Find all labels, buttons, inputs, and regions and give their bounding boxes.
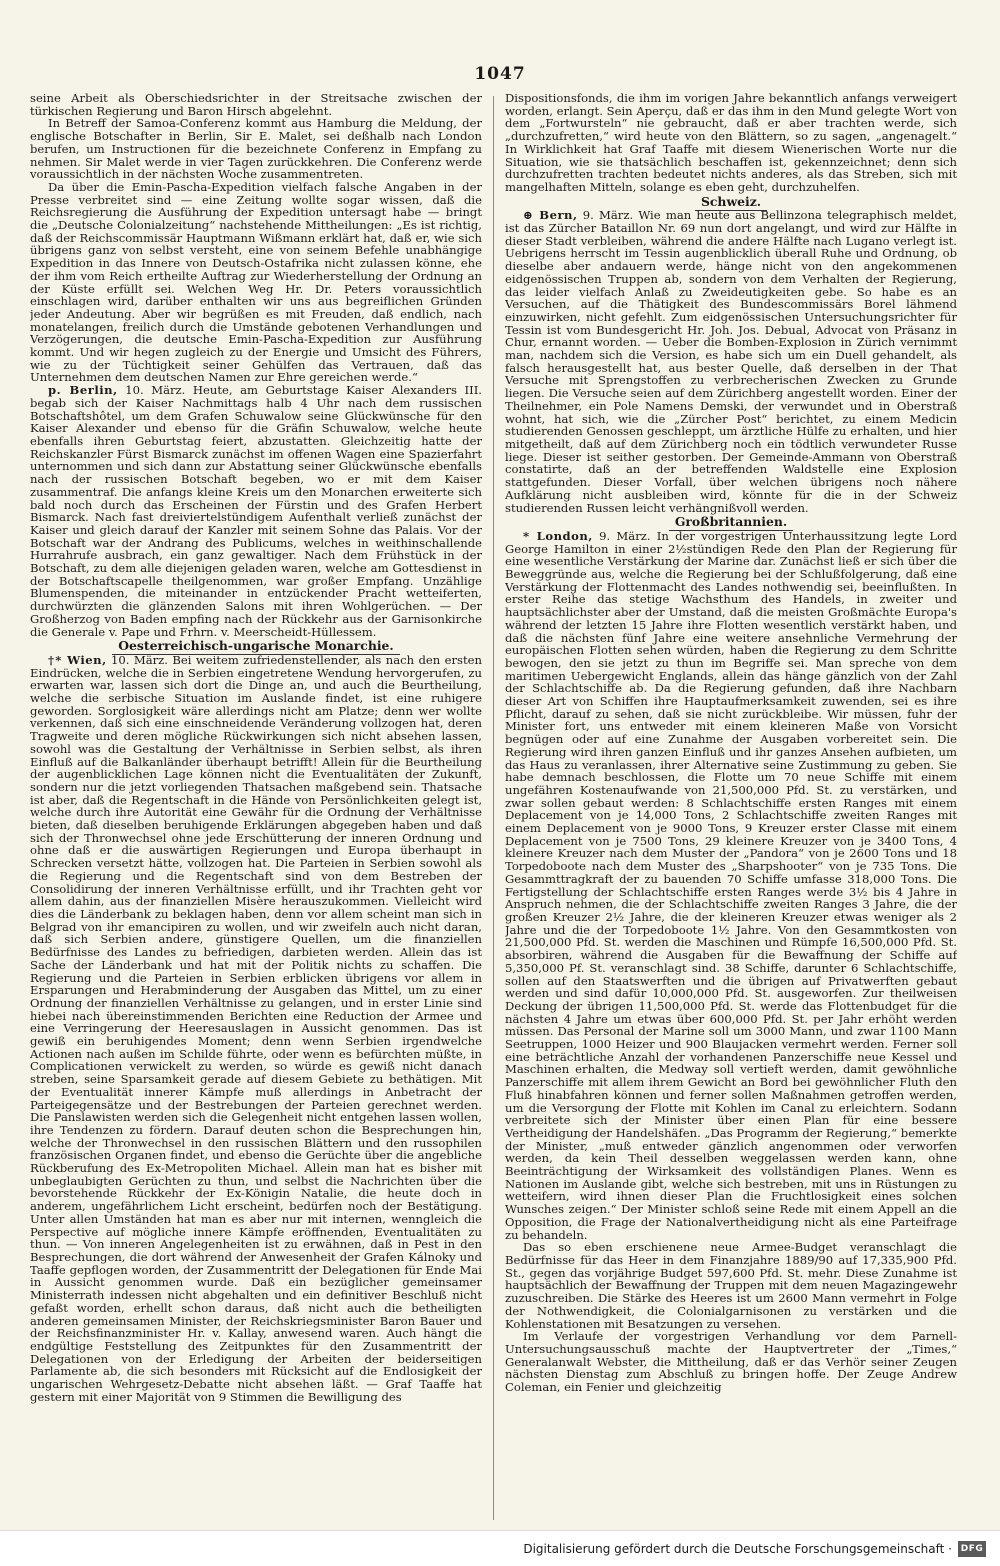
paragraph-text: 9. März. Wie man heute aus Bellinzona telegraphisch meldet, ist das Zürcher Bataillon Nr. 69 nun dort angelangt, und wird zur Hälfte in dieser Stadt verbleiben, während die andere Hälfte nach Lugano verlegt ist. Uebrigens herrscht im Tessin augenblicklich überall Ruhe und Ordnung, ob dieselbe aber andauern werde, hänge nicht von den angekommenen eidgenössischen Truppen ab, sondern von dem Verhalten der Regierung, das leider vielfach Anlaß zu Zweideutigkeiten gebe. So habe es an Versuchen, auf die Thätigkeit des Bundescommissärs Borel lähmend einzuwirken, nicht gefehlt. Zum eidgenössischen Untersuchungsrichter für Tessin ist vom Bundesgericht Hr. Joh. Jos. Debual, Advocat von Präsanz in Chur, ernannt worden. — Ueber die Bomben-Explosion in Zürich vernimmt man, nachdem sich die Version, es habe sich um ein Duell gehandelt, als falsch herausgestellt hat, aus bester Quelle, daß derselben in der That Versuche mit Sprengstoffen zu verbrecherischen Zwecken zu Grunde liegen. Die Versuche seien auf dem Zürichberg angestellt worden. Einer der Theilnehmer, ein Pole Namens Demski, der verwundet und in Oberstraß wohnt, hat sich, wie die „Zürcher Post“ berichtet, zu einem Medicin studierenden Genossen geschleppt, um ärztliche Hülfe zu erhalten, und hier mitgetheilt, daß auf dem Zürichberg noch ein tödtlich verwundeter Russe liege. Dieser ist seither gestorben. Der Gemeinde-Ammann von Oberstraß constatirte, daß an der betreffenden Waldstelle eine Explosion stattgefunden. Dieser Vorfall, über welchen übrigens noch nähere Aufklärung nicht ausbleiben wird, könnte für die in der Schweiz studierenden Russen leicht verhängnißvoll werden. xyxy=(505,208,957,515)
section-heading-text: Großbritannien. xyxy=(669,514,793,531)
paragraph-text: 9. März. In der vorgestrigen Unterhaussitzung legte Lord George Hamilton in einer 2½stündigen Rede den Plan der Regierung für eine wesentliche Verstärkung der Marine dar. Zunächst ließ er sich über die Beweggründe aus, welche die Regierung bei der Schlußfolgerung, daß eine Verstärkung der Flottenmacht des Landes nothwendig sei, beeinflußten. In erster Reihe das stetige Wachsthum des Handels, in zweiter und hauptsächlichster aber der Umstand, daß die meisten Großmächte Europa's während der letzten 15 Jahre ihre Flotten wesentlich verstärkt haben, und daß die nächsten fünf Jahre eine weitere ansehnliche Vermehrung der europäischen Flotten sehen würden, haben die Regierung zu dem Schritte bewogen, den sie jetzt zu thun im Begriffe sei. Man spreche von dem maritimen Uebergewicht Englands, allein das hänge gänzlich von der Zahl der Schlachtschiffe ab. Da die Regierung gefunden, daß ihre Nachbarn dieser Art von Schiffen ihre Hauptaufmerksamkeit zuwenden, sei es ihre Pflicht, darauf zu sehen, daß sie nicht zurückbleibe. Wir müssen, fuhr der Minister fort, uns entweder mit einem kleineren Maße von Vorsicht begnügen oder auf eine Zunahme der Ausgaben vorbereitet sein. Die Regierung wird ihren ganzen Einfluß und ihr ganzes Ansehen aufbieten, um das Haus zu veranlassen, ihrer Alternative seine Zustimmung zu geben. Sie habe demnach beschlossen, die Flotte um 70 neue Schiffe mit einem ungefähren Kostenaufwande von 21,500,000 Pfd. St. zu verstärken, und zwar sollen gebaut werden: 8 Schlachtschiffe ersten Ranges mit einem Deplacement von je 14,000 Tons, 2 Schlachtschiffe zweiten Ranges mit einem Deplacement von je 9000 Tons, 9 Kreuzer erster Classe mit einem Deplacement von je 7500 Tons, 29 kleinere Kreuzer von je 3400 Tons, 4 kleinere Kreuzer nach dem Muster der „Pandora“ von je 2600 Tons und 18 Torpedoboote nach dem Muster des „Sharpshooter“ von je 735 Tons. Die Gesammttragkraft der zu bauenden 70 Schiffe umfasse 318,000 Tons. Die Fertigstellung der Schlachtschiffe ersten Ranges werde 3½ bis 4 Jahre in Anspruch nehmen, die der Schlachtschiffe zweiten Ranges 3 Jahre, die der großen Kreuzer 2½ Jahre, die der kleineren Kreuzer etwas weniger als 2 Jahre und die der Torpedoboote 1½ Jahre. Von den Gesammtkosten von 21,500,000 Pfd. St. werden die Maschinen und Rümpfe 16,500,000 Pfd. St. absorbiren, während die Ausgaben für die Bewaffnung der Schiffe auf 5,350,000 Pf. St. veranschlagt sind. 38 Schiffe, darunter 6 Schlachtschiffe, sollen auf den Staatswerften und die übrigen auf Privatwerften gebaut werden und sind dafür 10,000,000 Pfd. St. ausgeworfen. Zur theilweisen Deckung der übrigen 11,500,000 Pfd. St. werde das Flottenbudget für die nächsten 4 Jahre um etwas über 600,000 Pfd. St. per Jahr erhöht werden müssen. Das Personal der Marine soll um 3000 Mann, und zwar 1100 Mann Seetruppen, 1000 Heizer und 900 Blaujacken vermehrt werden. Ferner soll eine beträchtliche Anzahl der vorhandenen Panzerschiffe neue Kessel und Maschinen erhalten, die Medway soll vertieft werden, damit gewöhnliche Panzerschiffe mit allem ihrem Gewicht an Bord bei gewöhnlicher Fluth den Fluß hinabfahren können und ferner sollen Maßnahmen getroffen werden, um die Versorgung der Flotte mit Kohlen im Canal zu erleichtern. Sodann verbreitete sich der Minister über einen Plan für eine bessere Vertheidigung der Handelshäfen. „Das Programm der Regierung,“ bemerkte der Minister, „muß entweder gänzlich angenommen oder verworfen werden, da kein Theil desselben weggelassen werden kann, ohne Beeinträchtigung der Wirksamkeit des vollständigen Planes. Wenn es Nationen im Auslande gibt, welche sich bestreben, mit uns in Rüstungen zu wetteifern, wird ihnen dieser Plan die Fruchtlosigkeit eines solchen Wunsches zeigen.“ Der Minister schloß seine Rede mit einem Appell an die Opposition, die Frage der Nationalvertheidigung nicht als eine Parteifrage zu behandeln. xyxy=(505,528,957,1242)
article-paragraph xyxy=(505,1241,957,1330)
paragraph-text: Da über die Emin-Pascha-Expedition vielfach falsche Angaben in der Presse verbreitet sind — eine Zeitung wollte sogar wissen, daß die Reichsregierung die Ausführung der Expedition untersagt habe — bringt die „Deutsche Colonialzeitung“ nachstehende Mittheilungen: „Es ist richtig, daß der Reichscommissär Hauptmann Wißmann erklärt hat, daß er, wie sich übrigens ganz von selbst versteht, eine von seinem Befehle unabhängige Expedition in das Innere von Deutsch-Ostafrika nicht zulassen könne, ehe der ihm vom Reich ertheilte Auftrag zur Wiederherstellung der Ordnung an der Küste erfüllt sei. Welchen Weg Hr. Dr. Peters voraussichtlich einschlagen wird, darüber enthalten wir uns aus begreiflichen Gründen jeder Andeutung. Aber wir begrüßen es mit Freuden, daß endlich, nach monatelangen, freilich durch die Umstände gebotenen Verhandlungen und Verzögerungen, die deutsche Emin-Pascha-Expedition zur Ausführung kommt. Und wir hegen zugleich zu der Energie und Umsicht des Führers, wie zu der Tüchtigkeit seiner Gehülfen das Vertrauen, daß das Unternehmen dem deutschen Namen zur Ehre gereichen werde.“ xyxy=(30,179,482,385)
dateline: †* Wien, xyxy=(48,652,107,667)
paragraph-text: seine Arbeit als Oberschiedsrichter in der Streitsache zwischen der türkischen Regierung und Baron Hirsch abgelehnt. xyxy=(30,92,482,118)
dfg-logo-icon: DFG xyxy=(958,1541,986,1557)
article-paragraph xyxy=(30,92,482,117)
article-paragraph xyxy=(30,384,482,638)
paragraph-text: 10. März. Bei weitem zufriedenstellender, als nach den ersten Eindrücken, welche die in Serbien eingetretene Wendung hervorgerufen, zu erwarten war, lassen sich dort die Dinge an, und auch die Beurtheilung, welche die serbische Situation im Auslande findet, ist eine ruhigere geworden. Sorglosigkeit wäre allerdings nicht am Platze; denn wer wollte verkennen, daß sich eine einschneidende Veränderung vollzogen hat, deren Tragweite und deren mögliche Rückwirkungen sich nicht absehen lassen, sowohl was die Gestaltung der Verhältnisse in Serbien selbst, als ihren Einfluß auf die Balkanländer überhaupt betrifft! Allein für die Beurtheilung der augenblicklichen Lage können nicht die Eventualitäten der Zukunft, sondern nur die jetzt vorliegenden Thatsachen maßgebend sein. Thatsache ist aber, daß die Regentschaft in die Hände von Persönlichkeiten gelegt ist, welche durch ihre Autorität eine Gewähr für die Ordnung der Verhältnisse bieten, daß dieselben beruhigende Erklärungen abgegeben haben und daß sich der Thronwechsel ohne jede Erschütterung der inneren Ordnung und ohne daß er die auswärtigen Regierungen und Europa überhaupt in Schrecken versetzt hätte, vollzogen hat. Die Parteien in Serbien sowohl als die Regierung und die Regentschaft sind von dem Bestreben der Consolidirung der inneren Verhältnisse erfüllt, und ihr Trachten geht vor allem dahin, aus der finanziellen Misère herauszukommen. Vielleicht wird dies die Länderbank zu beklagen haben, denn vor allem scheint man sich in Belgrad von ihr emancipiren zu wollen, und wir zweifeln auch nicht daran, daß sich Serbien andere, günstigere Quellen, um die finanziellen Bedürfnisse des Landes zu befriedigen, darbieten werden. Allein das ist Sache der Länderbank und hat mit der Politik nichts zu schaffen. Die Regierung und die Parteien in Serbien erblicken übrigens vor allem in Ersparungen und Herabminderung der Ausgaben das Mittel, um zu einer Ordnung der finanziellen Verhältnisse zu gelangen, und in erster Linie sind hiebei nach übereinstimmenden Berichten eine Reduction der Armee und eine Verringerung der Heeresauslagen in Aussicht genommen. Das ist gewiß ein beruhigendes Moment; denn wenn Serbien irgendwelche Actionen nach außen im Schilde führte, oder wenn es befürchten müßte, in Complicationen verwickelt zu werden, so würde es gewiß nicht danach streben, seine Sparsamkeit gerade auf diesem Gebiete zu bethätigen. Mit der Eventualität innerer Kämpfe muß allerdings in Anbetracht der Parteigegensätze und der Bestrebungen der Parteien gerechnet werden. Die Panslawisten werden sich die Gelegenheit nicht entgehen lassen wollen, ihre Tendenzen zu fördern. Darauf deuten schon die Besprechungen hin, welche der Thronwechsel in den russischen Blättern und den russophilen französischen Organen findet, und ebenso die Gerüchte über die angebliche Rückberufung des Ex-Metropoliten Michael. Allein man hat es bisher mit unbeglaubigten Gerüchten zu thun, und selbst die Nachrichten über die bevorstehende Rückkehr der Ex-Königin Natalie, die heute doch in anderem, ungefährlichem Licht erscheint, bedürfen noch der Bestätigung. Unter allen Umständen hat man es aber nur mit internen, wenngleich die Perspective auf mögliche innere Kämpfe eröffnenden, Eventualitäten zu thun. — Von inneren Angelegenheiten ist zu erwähnen, daß in Pest in den Besprechungen, die dort während der Anwesenheit der Grafen Kálnoky und Taaffe gepflogen worden, der Zusammentritt der Delegationen für Ende Mai in Aussicht genommen wurde. Daß ein bezüglicher gemeinsamer Ministerrath indessen nicht abgehalten und ein definitiver Beschluß nicht gefaßt worden, erhellt schon daraus, daß nicht auch die betheiligten anderen gemeinsamen Minister, der Reichskriegsminister Baron Bauer und der Reichsfinanzminister Hr. v. Kallay, anwesend waren. Auch hängt die endgültige Feststellung des Zeitpunktes für den Zusammentritt der Delegationen von der Erledigung der Arbeiten der beiderseitigen Parlamente ab, die sich besonders mit Rücksicht auf die Endlosigkeit der ungarischen Wehrgesetz-Debatte nicht absehen läßt. — Graf Taaffe hat gestern mit einer Majorität von 9 Stimmen die Bewilligung des xyxy=(30,652,482,1404)
article-paragraph xyxy=(505,92,957,194)
section-heading-text: Schweiz. xyxy=(695,194,767,211)
dateline: * London, xyxy=(523,528,593,543)
section-heading xyxy=(30,640,482,653)
article-paragraph xyxy=(30,654,482,1403)
article-paragraph xyxy=(30,117,482,181)
paragraph-text: In Betreff der Samoa-Conferenz kommt aus Hamburg die Meldung, der englische Botschafter in Berlin, Sir E. Malet, sei deßhalb nach London berufen, um Instructionen für die bezeichnete Conferenz in Empfang zu nehmen. Sir Malet werde in vier Tagen zurückkehren. Die Conferenz werde voraussichtlich in der nächsten Woche zusammentreten. xyxy=(30,116,482,182)
paragraph-text: Dispositionsfonds, die ihm im vorigen Jahre bekanntlich anfangs verweigert worden, erlangt. Sein Aperçu, daß er das ihm in den Mund gelegte Wort von dem „Fortwursteln“ nie gebraucht, daß er aber trachten werde, sich „durchzufretten,“ wird heute von den Blättern, so zu sagen, „angenagelt.“ In Wirklichkeit hat Graf Taaffe mit diesem Wienerischen Worte nur die Situation, wie sie thatsächlich beschaffen ist, gekennzeichnet; denn sich durchzufretten trachten bedeutet nichts anderes, als das Streben, sich mit mangelhaften Mitteln, solange es eben geht, durchzuhelfen. xyxy=(505,92,957,194)
paragraph-text: Im Verlaufe der vorgestrigen Verhandlung vor dem Parnell-Untersuchungsausschuß machte der Hauptvertreter der „Times,“ Generalanwalt Webster, die Mittheilung, daß er das Verhör seiner Zeugen nächsten Dienstag zum Abschluß zu bringen hoffe. Der Zeuge Andrew Coleman, ein Fenier und gleichzeitig xyxy=(505,1329,957,1395)
digitization-footer xyxy=(0,1530,1000,1566)
section-heading-text: Oesterreichisch-ungarische Monarchie. xyxy=(112,638,400,655)
footer-separator: · xyxy=(944,1541,952,1556)
funding-note: Digitalisierung gefördert durch die Deutsche Forschungsgemeinschaft xyxy=(523,1541,945,1556)
right-column xyxy=(505,92,957,1524)
page-number: 1047 xyxy=(474,64,526,84)
section-heading xyxy=(505,516,957,529)
section-heading xyxy=(505,193,957,209)
left-column xyxy=(30,92,482,1524)
article-paragraph xyxy=(30,181,482,384)
dateline: p. Berlin, xyxy=(48,383,118,398)
article-paragraph xyxy=(505,530,957,1241)
column-divider xyxy=(493,96,494,1520)
paragraph-text: 10. März. Heute, am Geburtstage Kaiser Alexanders III. begab sich der Kaiser Nachmittags halb 4 Uhr nach dem russischen Botschaftshôtel, um dem Grafen Schuwalow seine Glückwünsche für den Kaiser Alexander und ebenso für die Gräfin Schuwalow, welche heute ebenfalls ihren Geburtstag feiert, abzustatten. Gleichzeitig hatte der Reichskanzler Fürst Bismarck zunächst im offenen Wagen eine Spazierfahrt unternommen und sich dann zur Abstattung seiner Glückwünsche ebenfalls nach der russischen Botschaft begeben, wo er mit dem Kaiser zusammentraf. Die anfangs kleine Kreis um den Monarchen erweiterte sich bald noch durch das Erscheinen der Fürstin und des Grafen Herbert Bismarck. Nach fast dreiviertelstündigem Aufenthalt verließ zunächst der Kaiser und gleich darauf der Kanzler mit seinem Sohne das Palais. Vor der Botschaft war der Andrang des Publicums, welches in weithinschallende Hurrahrufe ausbrach, ein ganz gewaltiger. Nach dem Frühstück in der Botschaft, zu dem alle diejenigen geladen waren, welche am Gottesdienst in der Botschaftscapelle theilgenommen, war großer Empfang. Unzählige Blumenspenden, die miteinander in entzückender Pracht wetteiferten, durchwürzten die glänzenden Salons mit ihren Wohlgerüchen. — Der Großherzog von Baden empfing nach der Rückkehr aus der Garnisonkirche die Generale v. Pape und Frhrn. v. Meerscheidt-Hüllessem. xyxy=(30,383,482,639)
article-paragraph xyxy=(505,1330,957,1394)
dateline: ⊕ Bern, xyxy=(523,208,578,223)
paragraph-text: Das so eben erschienene neue Armee-Budget veranschlagt die Bedürfnisse für das Heer in dem Finanzjahre 1889/90 auf 17,335,900 Pfd. St., gegen das vorjährige Budget 597,600 Pfd. St. mehr. Diese Zunahme ist hauptsächlich der Bewaffnung der Truppen mit dem neuen Magazingewehr zuzuschreiben. Die Stärke des Heeres ist um 2600 Mann vermehrt in Folge der Nothwendigkeit, die Colonialgarnisonen zu verstärken und die Kohlenstationen mit Besatzungen zu versehen. xyxy=(505,1240,957,1331)
article-paragraph xyxy=(505,209,957,514)
